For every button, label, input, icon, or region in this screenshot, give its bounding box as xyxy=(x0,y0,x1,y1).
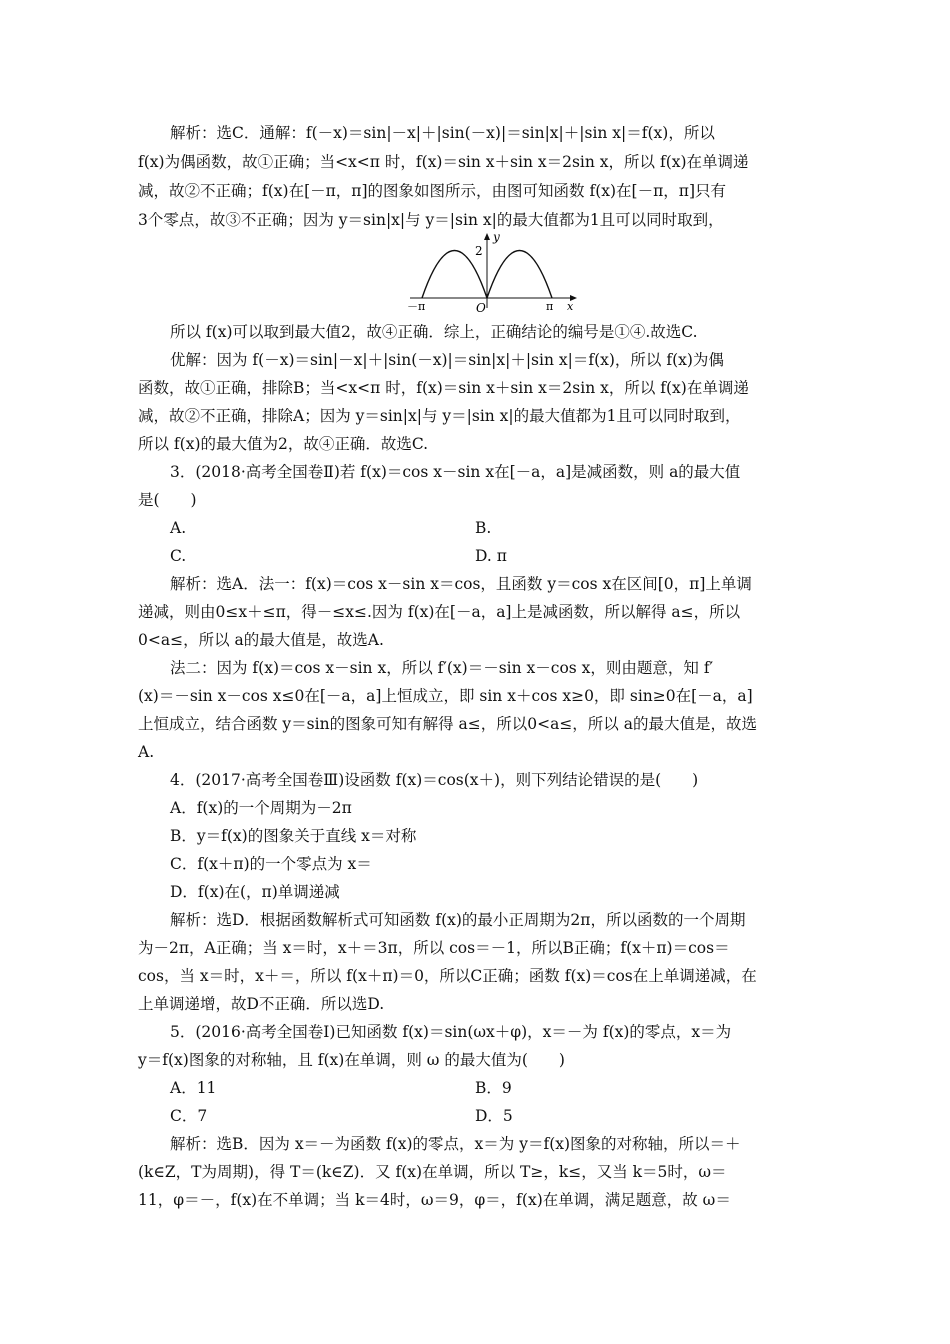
text-line: 上单调递增，故D不正确．所以选D. xyxy=(138,995,385,1013)
y-axis-label: y xyxy=(493,230,500,244)
origin-label: O xyxy=(476,301,486,314)
text-line: 递减，则由0≤x＋≤π，得－≤x≤.因为 f(x)在[－a，a]上是减函数，所以解得 a≤，所以 xyxy=(138,603,741,621)
text-line: 优解：因为 f(－x)＝sin|－x|＋|sin(－x)|＝sin|x|＋|sin x|＝f(x)，所以 f(x)为偶 xyxy=(170,351,724,369)
option-a: A. xyxy=(170,519,187,537)
tick-label-pi: π xyxy=(546,300,554,313)
option-d: D．f(x)在(，π)单调递减 xyxy=(170,883,340,901)
option-a: A．11 xyxy=(170,1079,217,1097)
option-d: D. π xyxy=(475,547,507,565)
text-line: 0<a≤，所以 a的最大值是，故选A. xyxy=(138,631,384,649)
text-line: cos，当 x＝时，x＋＝，所以 f(x＋π)＝0，所以C正确；函数 f(x)＝cos在上单调递减，在 xyxy=(138,967,757,985)
text-line: f(x)为偶函数，故①正确；当<x<π 时，f(x)＝sin x＋sin x＝2sin x，所以 f(x)在单调递 xyxy=(138,153,749,171)
question-5-stem: 5．(2016·高考全国卷Ⅰ)已知函数 f(x)＝sin(ωx＋φ)，x＝－为 f(x)的零点，x＝为 xyxy=(170,1023,732,1041)
text-line: 解析：选D．根据函数解析式可知函数 f(x)的最小正周期为2π，所以函数的一个周期 xyxy=(170,911,746,929)
text-line: (k∈Z，T为周期)，得 T＝(k∈Z)．又 f(x)在单调，所以 T≥，k≤，又当 k＝5时，ω＝ xyxy=(138,1163,727,1181)
text-line: 是( ) xyxy=(138,491,197,509)
tick-label-two: 2 xyxy=(475,244,483,258)
text-line: 上恒成立，结合函数 y＝sin的图象可知有解得 a≤，所以0<a≤，所以 a的最大值是，故选 xyxy=(138,715,757,733)
option-b: B. xyxy=(475,519,492,537)
tick-label-neg-pi: －π xyxy=(407,300,426,313)
text-line: 法二：因为 f(x)＝cos x－sin x，所以 f′(x)＝－sin x－cos x，则由题意，知 f′ xyxy=(170,659,714,677)
y-axis-arrow-icon xyxy=(484,233,490,240)
option-d: D．5 xyxy=(475,1107,513,1125)
text-line: 所以 f(x)的最大值为2，故④正确．故选C. xyxy=(138,435,429,453)
question-3-stem: 3．(2018·高考全国卷Ⅱ)若 f(x)＝cos x－sin x在[－a，a]是减函数，则 a的最大值 xyxy=(170,463,741,481)
text-line: 解析：选C．通解：f(－x)＝sin|－x|＋|sin(－x)|＝sin|x|＋|sin x|＝f(x)，所以 xyxy=(170,124,715,142)
text-line: 11，φ＝－，f(x)在不单调；当 k＝4时，ω＝9，φ＝，f(x)在单调，满足题意，故 ω＝ xyxy=(138,1191,731,1209)
option-c: C．f(x＋π)的一个零点为 x＝ xyxy=(170,855,372,873)
question-4-stem: 4．(2017·高考全国卷Ⅲ)设函数 f(x)＝cos(x＋)，则下列结论错误的是( ) xyxy=(170,771,699,789)
option-c: C. xyxy=(170,547,187,565)
text-line: 函数，故①正确，排除B；当<x<π 时，f(x)＝sin x＋sin x＝2sin x，所以 f(x)在单调递 xyxy=(138,379,749,397)
text-line: 为－2π，A正确；当 x＝时，x＋＝3π，所以 cos＝－1，所以B正确；f(x＋π)＝cos＝ xyxy=(138,939,730,957)
x-axis-label: x xyxy=(567,300,574,313)
text-line: 3个零点，故③不正确；因为 y＝sin|x|与 y＝|sin x|的最大值都为1且可以同时取到， xyxy=(138,211,724,229)
text-line: 减，故②不正确；f(x)在[－π，π]的图象如图所示，由图可知函数 f(x)在[－π，π]只有 xyxy=(138,182,727,200)
text-line: 解析：选B．因为 x＝－为函数 f(x)的零点，x＝为 y＝f(x)图象的对称轴，所以＝＋ xyxy=(170,1135,741,1153)
option-a: A．f(x)的一个周期为－2π xyxy=(170,799,352,817)
text-line: A. xyxy=(138,743,155,761)
text-line: y＝f(x)图象的对称轴，且 f(x)在单调，则 ω 的最大值为( ) xyxy=(138,1051,565,1069)
option-c: C．7 xyxy=(170,1107,208,1125)
text-line: 减，故②不正确，排除A；因为 y＝sin|x|与 y＝|sin x|的最大值都为1且可以同时取到， xyxy=(138,407,741,425)
option-b: B．y＝f(x)的图象关于直线 x＝对称 xyxy=(170,827,417,845)
option-b: B．9 xyxy=(475,1079,512,1097)
text-line: 所以 f(x)可以取到最大值2，故④正确．综上，正确结论的编号是①④.故选C. xyxy=(170,323,698,341)
right-arch-curve xyxy=(487,251,552,299)
function-graph xyxy=(405,228,585,314)
text-line: 解析：选A．法一：f(x)＝cos x－sin x＝cos，且函数 y＝cos x在区间[0，π]上单调 xyxy=(170,575,752,593)
text-line: (x)＝－sin x－cos x≤0在[－a，a]上恒成立，即 sin x＋cos x≥0，即 sin≥0在[－a，a] xyxy=(138,687,753,705)
